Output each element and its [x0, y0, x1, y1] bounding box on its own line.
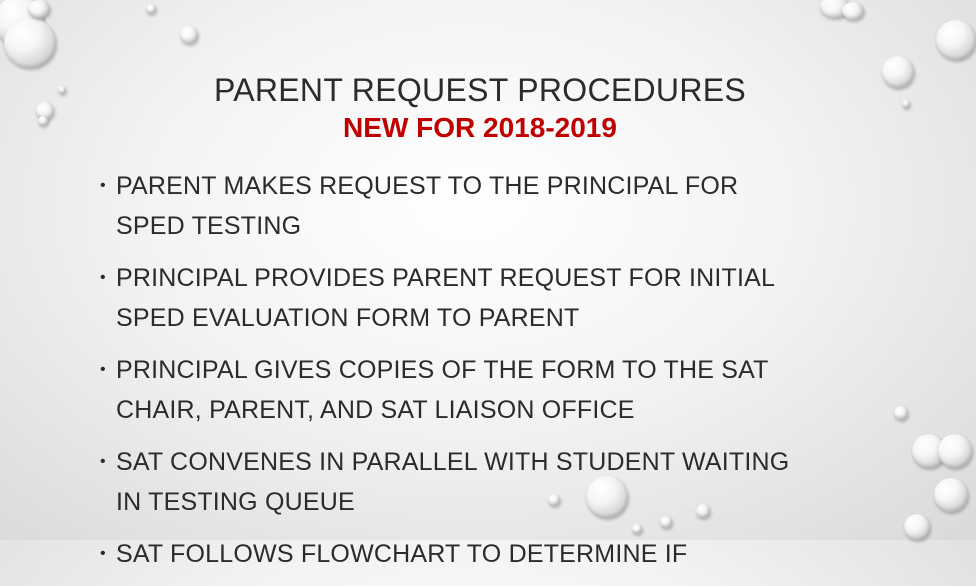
bullet-icon: • [100, 269, 106, 286]
bullet-icon: • [100, 361, 106, 378]
water-drop-decoration [936, 20, 976, 60]
bullet-item [100, 350, 880, 430]
bullet-icon: • [100, 545, 106, 562]
bullet-text-line: IN TESTING QUEUE [116, 488, 355, 516]
bullet-text-line: SAT CONVENES IN PARALLEL WITH STUDENT WAITING [116, 448, 790, 476]
bullet-icon: • [100, 453, 106, 470]
bullet-text-line: SPED EVALUATION FORM TO PARENT [116, 304, 580, 332]
bullet-text-line: PARENT MAKES REQUEST TO THE PRINCIPAL FOR [116, 172, 739, 200]
water-drop-decoration [934, 478, 968, 512]
bullet-list [100, 166, 880, 586]
water-drop-decoration [938, 434, 972, 468]
bullet-text-line: SAT FOLLOWS FLOWCHART TO DETERMINE IF [116, 540, 688, 568]
water-drop-decoration [180, 26, 198, 44]
water-drop-decoration [28, 0, 50, 18]
slide-title: PARENT REQUEST PROCEDURES [213, 72, 747, 108]
bullet-text-line: CHAIR, PARENT, AND SAT LIAISON OFFICE [116, 396, 635, 424]
water-drop-decoration [146, 4, 156, 14]
bullet-text-line: PRINCIPAL GIVES COPIES OF THE FORM TO THE SAT [116, 356, 769, 384]
bullet-item [100, 442, 880, 522]
bullet-item [100, 166, 880, 246]
water-drop-decoration [842, 2, 864, 20]
bullet-item [100, 258, 880, 338]
water-drop-decoration [904, 514, 930, 540]
bullet-item [100, 534, 880, 574]
bullet-text-line: PRINCIPAL PROVIDES PARENT REQUEST FOR INITIAL [116, 264, 776, 292]
water-drop-decoration [894, 406, 908, 420]
water-drop-decoration [4, 18, 56, 68]
bullet-text-line: SPED TESTING [116, 212, 302, 240]
slide-subtitle: NEW FOR 2018-2019 [343, 112, 617, 143]
bullet-icon: • [100, 177, 106, 194]
